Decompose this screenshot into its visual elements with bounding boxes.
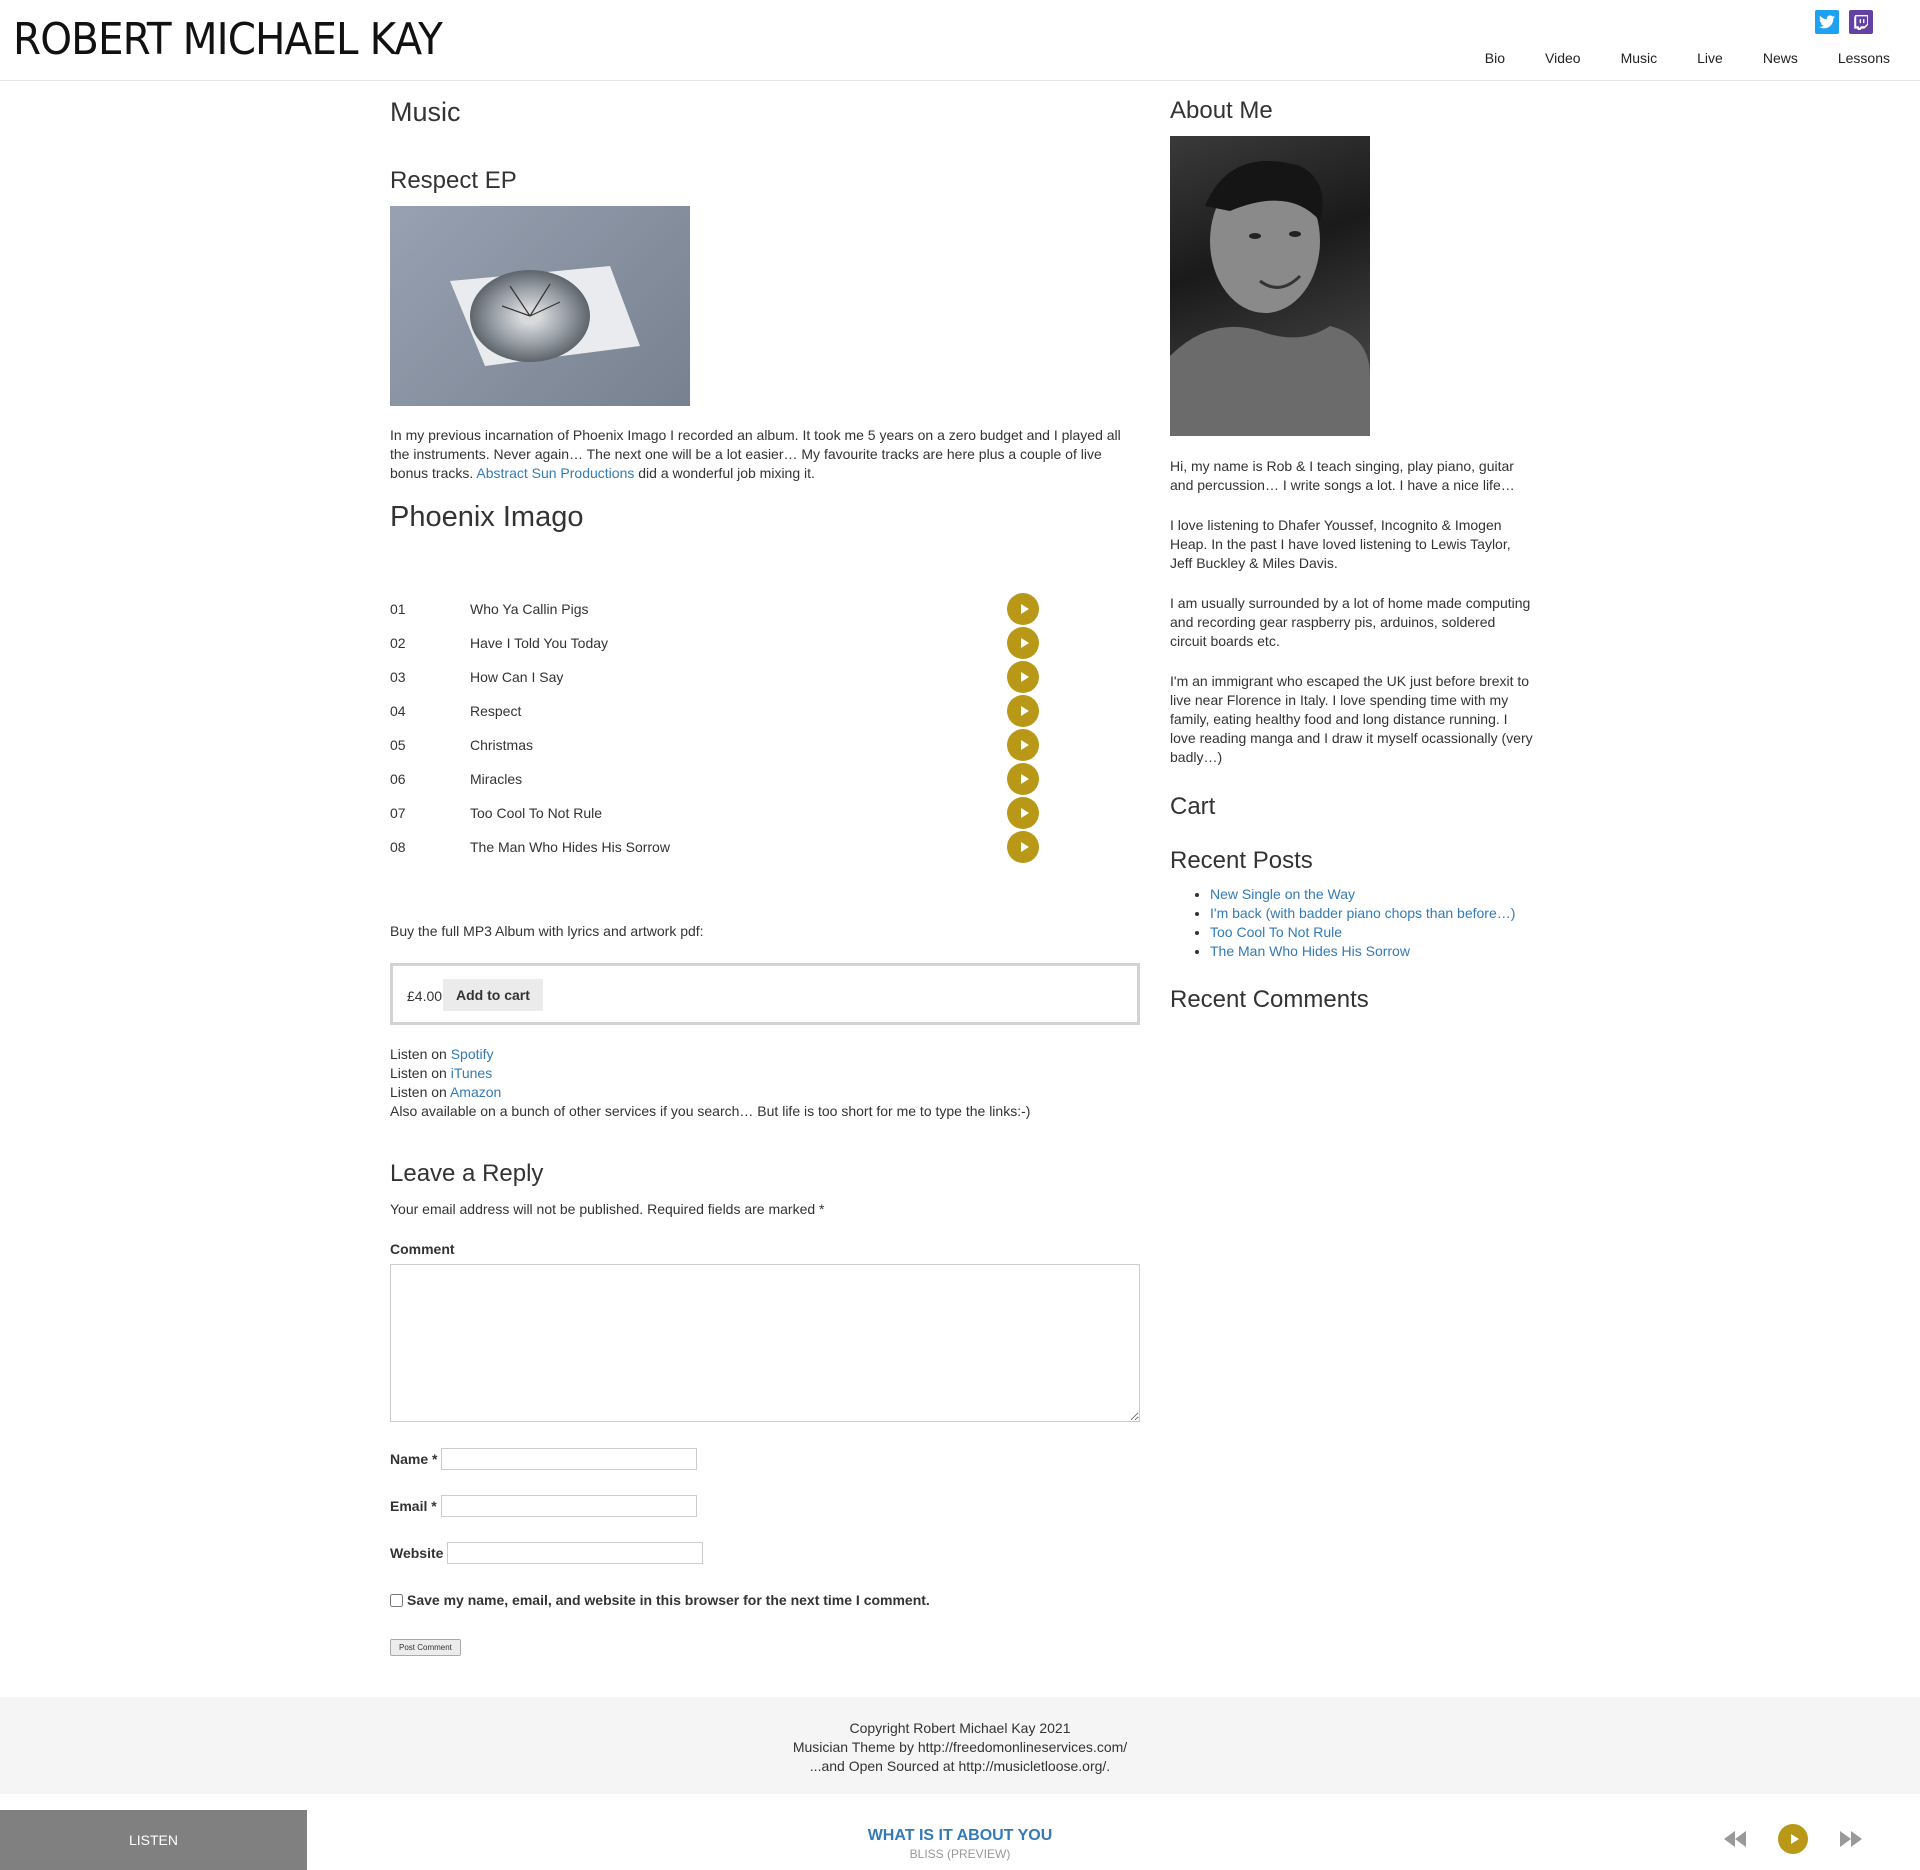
album-title: Phoenix Imago bbox=[390, 501, 584, 533]
website-field[interactable] bbox=[447, 1542, 703, 1564]
listen-prefix: Listen on bbox=[390, 1084, 450, 1100]
email-field[interactable] bbox=[441, 1495, 697, 1517]
comment-label: Comment bbox=[390, 1241, 455, 1257]
post-link[interactable]: New Single on the Way bbox=[1210, 886, 1355, 902]
post-link[interactable]: I'm back (with badder piano chops than before…) bbox=[1210, 905, 1516, 921]
price: £4.00 bbox=[407, 988, 443, 1004]
nav-item-bio[interactable]: Bio bbox=[1484, 50, 1506, 66]
name-row bbox=[390, 1448, 697, 1470]
track-title: How Can I Say bbox=[470, 669, 564, 685]
track-row bbox=[390, 763, 1040, 797]
track-number: 05 bbox=[390, 737, 406, 753]
nav-item-music[interactable]: Music bbox=[1620, 50, 1658, 66]
track-title: Miracles bbox=[470, 771, 523, 787]
track-number: 02 bbox=[390, 635, 406, 651]
bio-paragraph: I love listening to Dhafer Youssef, Incognito & Imogen Heap. In the past I have loved listening to Lewis Taylor, Jeff Buckley & Miles Davis. bbox=[1170, 517, 1511, 571]
save-details-checkbox[interactable] bbox=[390, 1594, 403, 1607]
recent-comments-heading: Recent Comments bbox=[1170, 986, 1369, 1013]
play-icon[interactable] bbox=[1007, 831, 1039, 863]
email-row bbox=[390, 1495, 697, 1517]
add-to-cart-button[interactable]: Add to cart bbox=[443, 979, 543, 1011]
track-title: Have I Told You Today bbox=[470, 635, 609, 651]
list-item bbox=[1210, 885, 1515, 904]
bio-paragraph: Hi, my name is Rob & I teach singing, play piano, guitar and percussion… I write songs a lot. I have a nice life… bbox=[1170, 458, 1515, 493]
track-number: 07 bbox=[390, 805, 406, 821]
play-icon[interactable] bbox=[1007, 797, 1039, 829]
now-playing-subtitle: BLISS (PREVIEW) bbox=[909, 1847, 1011, 1861]
recent-posts-list bbox=[1170, 885, 1515, 961]
nav-item-live[interactable]: Live bbox=[1697, 50, 1723, 66]
twitter-icon[interactable] bbox=[1815, 10, 1839, 34]
name-label: Name * bbox=[390, 1451, 438, 1467]
add-to-cart-form bbox=[390, 963, 1140, 1025]
spotify-link[interactable]: Spotify bbox=[450, 1046, 494, 1062]
reply-heading: Leave a Reply bbox=[390, 1160, 544, 1187]
intro-tail: did a wonderful job mixing it. bbox=[634, 465, 815, 481]
track-number: 01 bbox=[390, 601, 406, 617]
consent-row bbox=[390, 1592, 930, 1608]
music-player-bar bbox=[0, 1810, 1920, 1870]
play-icon[interactable] bbox=[1007, 729, 1039, 761]
social-links bbox=[1815, 10, 1873, 34]
nav-item-video[interactable]: Video bbox=[1545, 50, 1581, 66]
track-title: Too Cool To Not Rule bbox=[470, 805, 603, 821]
comment-field[interactable] bbox=[390, 1264, 1140, 1422]
bio-paragraph: I'm an immigrant who escaped the UK just before brexit to live near Florence in Italy. I love spending time with my family, eating healthy food and long distance running. I love reading manga and I draw it myself ocassionally (very badly…) bbox=[1170, 673, 1533, 765]
abstract-sun-link[interactable]: Abstract Sun Productions bbox=[476, 465, 635, 481]
now-playing-title[interactable]: WHAT IS IT ABOUT YOU bbox=[867, 1827, 1053, 1844]
cart-heading: Cart bbox=[1170, 793, 1216, 820]
track-number: 04 bbox=[390, 703, 406, 719]
play-icon[interactable] bbox=[1007, 763, 1039, 795]
site-title[interactable]: ROBERT MICHAEL KAY bbox=[13, 14, 442, 65]
amazon-link[interactable]: Amazon bbox=[449, 1084, 502, 1100]
email-label: Email * bbox=[390, 1498, 437, 1514]
track-row bbox=[390, 695, 1040, 729]
copyright-text: Copyright Robert Michael Kay 2021 bbox=[849, 1720, 1071, 1736]
track-number: 08 bbox=[390, 839, 406, 855]
site-footer bbox=[0, 1697, 1920, 1794]
listen-links bbox=[390, 1045, 1030, 1121]
rewind-icon[interactable] bbox=[1724, 1831, 1746, 1850]
listen-row bbox=[390, 1064, 1030, 1083]
page-title: Music bbox=[390, 97, 461, 127]
listen-prefix: Listen on bbox=[390, 1065, 451, 1081]
track-row bbox=[390, 797, 1040, 831]
now-playing bbox=[0, 1827, 1920, 1861]
play-icon[interactable] bbox=[1007, 661, 1039, 693]
site-header bbox=[0, 0, 1920, 81]
itunes-link[interactable]: iTunes bbox=[450, 1065, 493, 1081]
listen-tab[interactable]: LISTEN bbox=[0, 1810, 307, 1870]
listen-prefix: Listen on bbox=[390, 1046, 451, 1062]
track-row bbox=[390, 593, 1040, 627]
post-comment-button[interactable]: Post Comment bbox=[390, 1639, 461, 1656]
reply-notes: Your email address will not be published. Required fields are marked * bbox=[390, 1201, 825, 1217]
track-row bbox=[390, 729, 1040, 763]
nav-item-news[interactable]: News bbox=[1762, 50, 1798, 66]
track-title: Respect bbox=[470, 703, 522, 719]
fast-forward-icon[interactable] bbox=[1840, 1831, 1862, 1850]
theme-credit: Musician Theme by http://freedomonlineservices.com/ bbox=[792, 1739, 1128, 1755]
intro-body: In my previous incarnation of Phoenix Imago I recorded an album. It took me 5 years on a zero budget and I played all the instruments. Never again… The next one will be a lot easier… My favourite tracks are here plus a couple of live bonus tracks. bbox=[390, 427, 1121, 481]
listen-row bbox=[390, 1083, 1030, 1102]
ep-cover-image bbox=[390, 206, 690, 406]
track-title: Christmas bbox=[470, 737, 534, 753]
play-icon[interactable] bbox=[1007, 695, 1039, 727]
name-field[interactable] bbox=[441, 1448, 697, 1470]
list-item bbox=[1210, 904, 1515, 923]
open-source-credit: ...and Open Sourced at http://musicletloose.org/. bbox=[809, 1758, 1111, 1774]
play-icon[interactable] bbox=[1007, 627, 1039, 659]
intro-text bbox=[390, 426, 1140, 483]
track-row bbox=[390, 831, 1040, 865]
twitch-icon[interactable] bbox=[1849, 10, 1873, 34]
recent-posts-heading: Recent Posts bbox=[1170, 847, 1313, 874]
track-number: 03 bbox=[390, 669, 406, 685]
track-number: 06 bbox=[390, 771, 406, 787]
play-icon[interactable] bbox=[1007, 593, 1039, 625]
portrait-image bbox=[1170, 136, 1370, 436]
main-nav bbox=[1445, 50, 1890, 66]
player-play-icon[interactable] bbox=[1778, 1824, 1808, 1854]
bio-paragraph: I am usually surrounded by a lot of home made computing and recording gear raspberry pis, arduinos, soldered circuit boards etc. bbox=[1170, 595, 1531, 649]
track-row bbox=[390, 627, 1040, 661]
ep-title: Respect EP bbox=[390, 167, 517, 194]
listen-row bbox=[390, 1045, 1030, 1064]
list-item bbox=[1210, 923, 1515, 942]
consent-label: Save my name, email, and website in this browser for the next time I comment. bbox=[407, 1592, 930, 1608]
list-item bbox=[1210, 942, 1515, 961]
website-row bbox=[390, 1542, 703, 1564]
other-services-text: Also available on a bunch of other services if you search… But life is too short for me to type the links:-) bbox=[390, 1103, 1031, 1119]
track-title: Who Ya Callin Pigs bbox=[470, 601, 589, 617]
track-list bbox=[390, 593, 1040, 865]
nav-item-lessons[interactable]: Lessons bbox=[1837, 50, 1890, 66]
track-row bbox=[390, 661, 1040, 695]
track-title: The Man Who Hides His Sorrow bbox=[470, 839, 670, 855]
buy-text: Buy the full MP3 Album with lyrics and artwork pdf: bbox=[390, 923, 704, 939]
website-label: Website bbox=[390, 1545, 444, 1561]
post-link[interactable]: Too Cool To Not Rule bbox=[1210, 924, 1343, 940]
post-link[interactable]: The Man Who Hides His Sorrow bbox=[1210, 943, 1410, 959]
about-heading: About Me bbox=[1170, 97, 1273, 124]
